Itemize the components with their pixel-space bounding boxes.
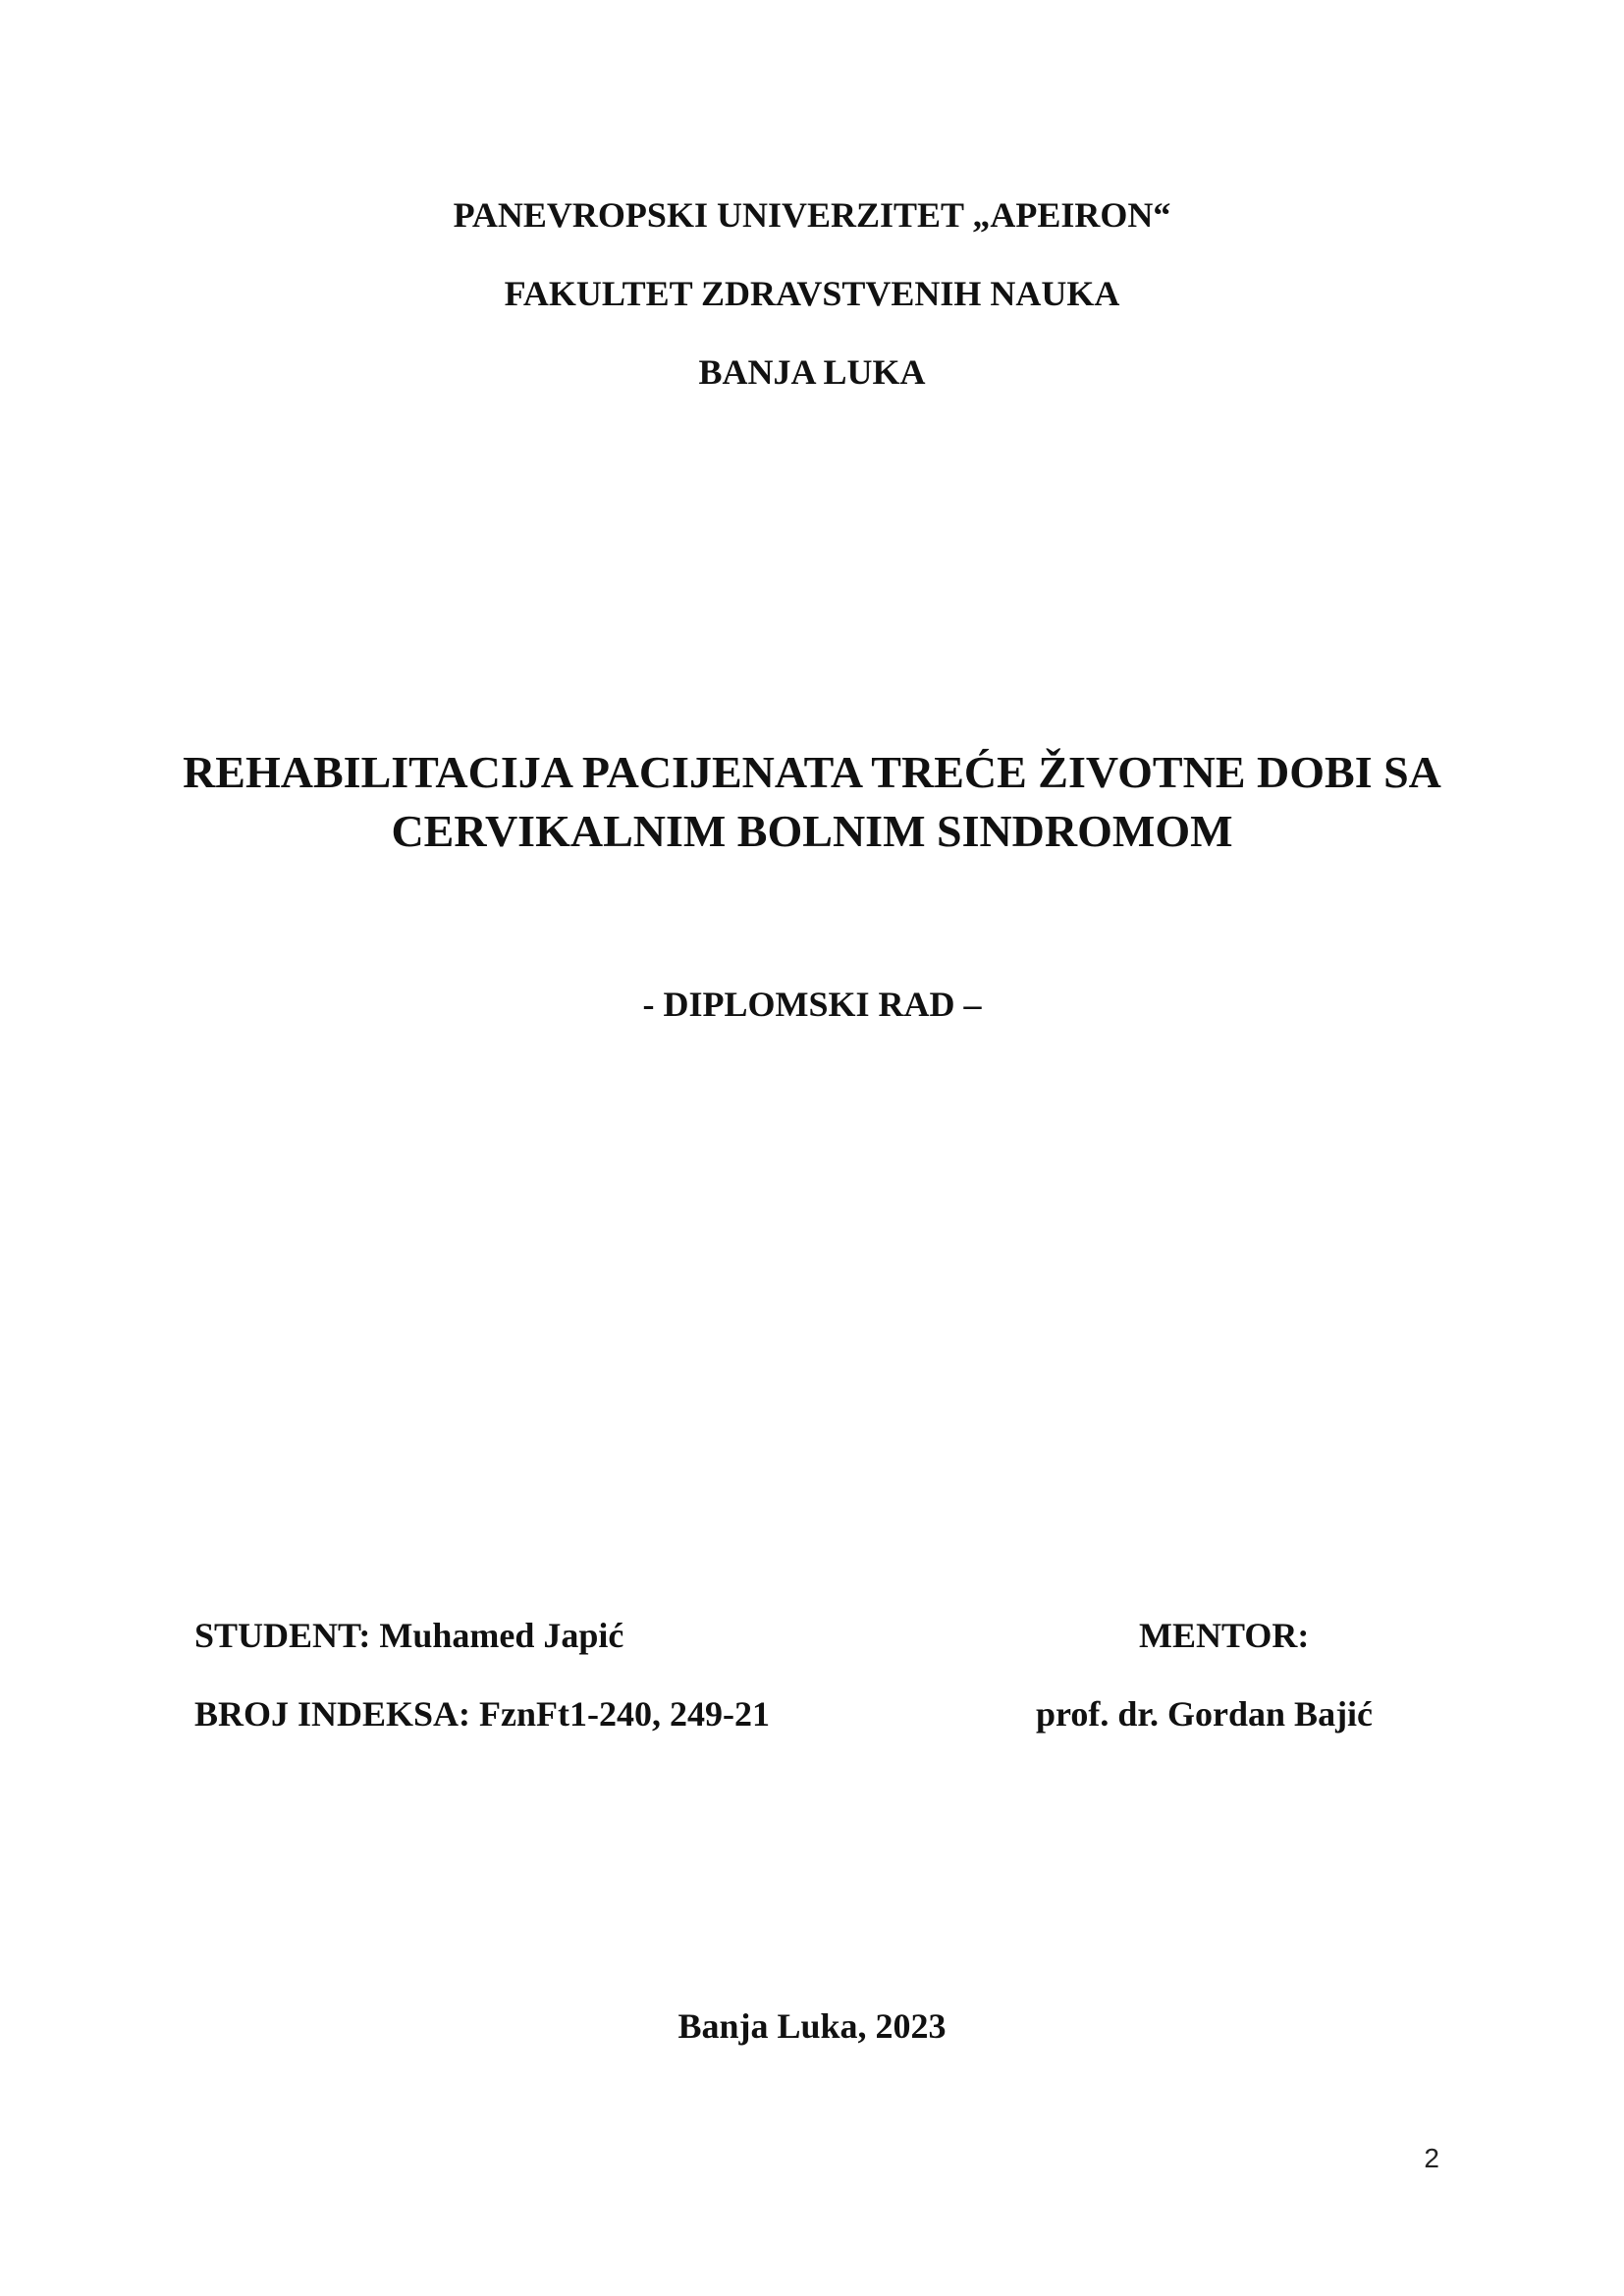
mentor-name: prof. dr. Gordan Bajić [1036,1694,1374,1734]
page-number: 2 [1424,2143,1439,2173]
student-name: STUDENT: Muhamed Japić [194,1616,624,1655]
mentor-label: MENTOR: [1139,1616,1310,1655]
university-name: PANEVROPSKI UNIVERZITET „APEIRON“ [453,195,1171,235]
thesis-title-line-2: CERVIKALNIM BOLNIM SINDROMOM [391,806,1233,856]
place-and-year: Banja Luka, 2023 [677,2006,947,2046]
header-city: BANJA LUKA [698,352,926,392]
thesis-type: - DIPLOMSKI RAD – [642,985,982,1024]
student-index: BROJ INDEKSA: FznFt1-240, 249-21 [194,1694,770,1734]
faculty-name: FAKULTET ZDRAVSTVENIH NAUKA [504,274,1120,313]
thesis-title-line-1: REHABILITACIJA PACIJENATA TREĆE ŽIVOTNE DOBI SA [183,747,1441,797]
